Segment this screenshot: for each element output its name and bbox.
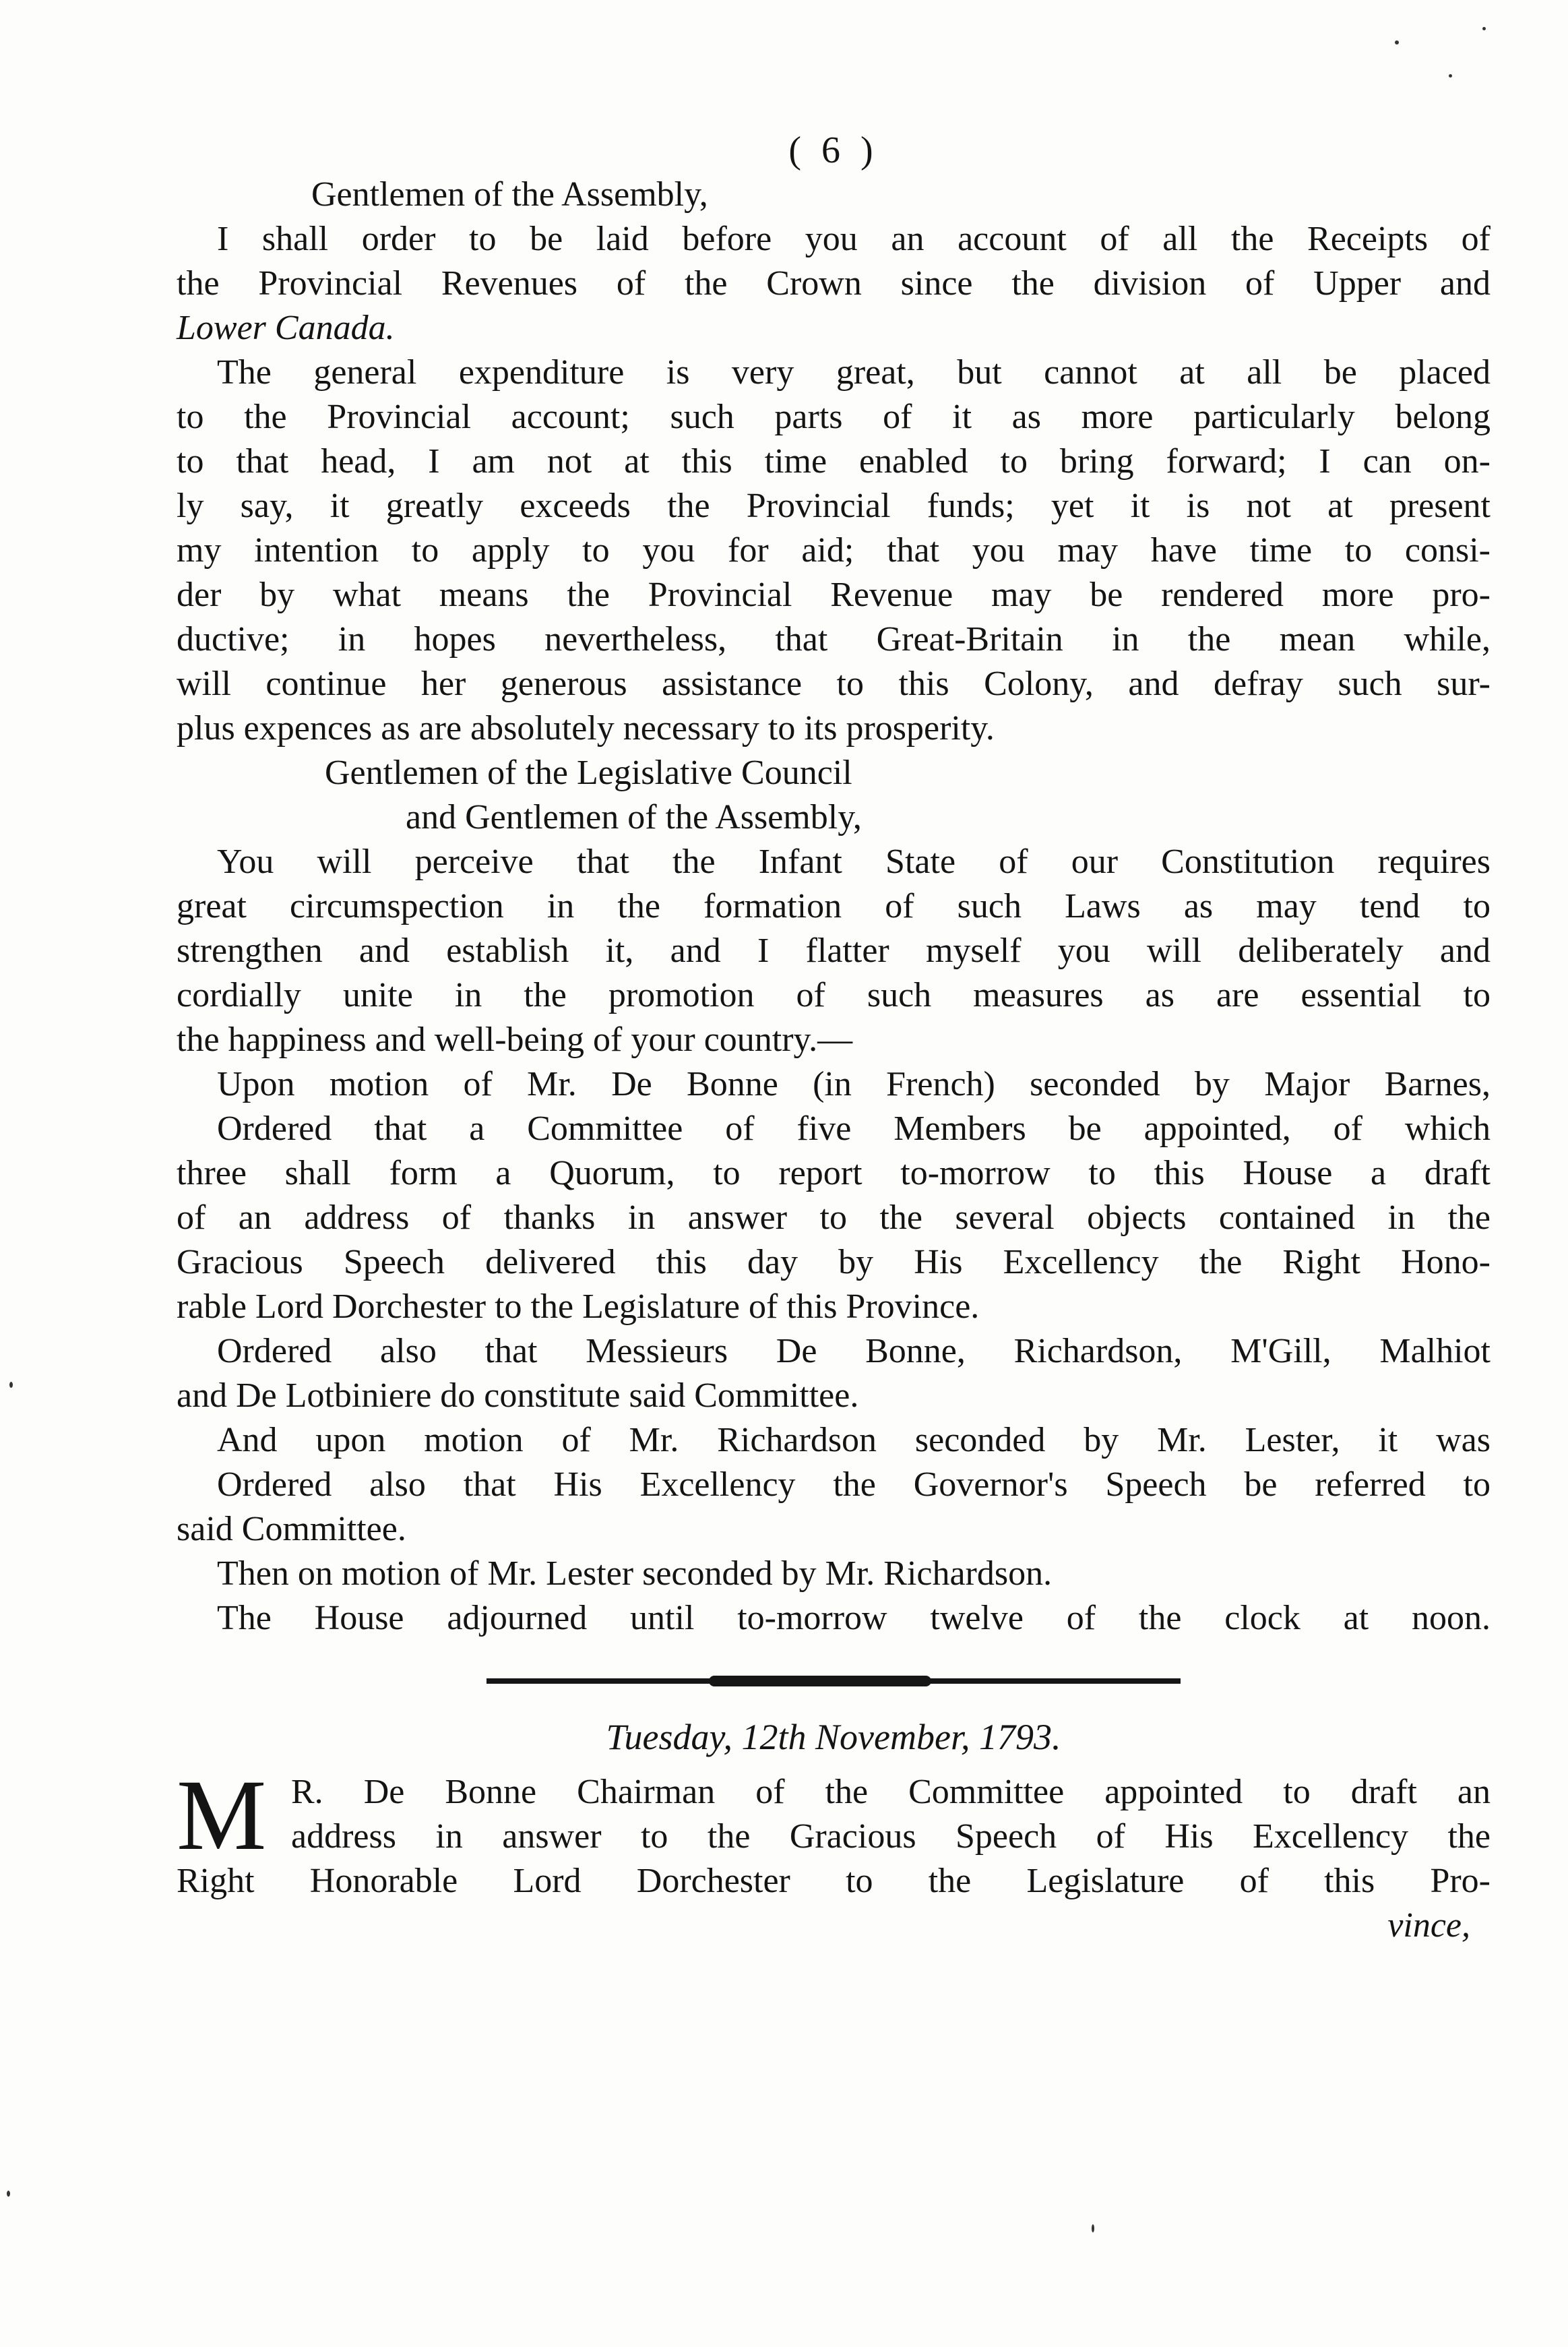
scan-speck [1482,27,1486,30]
paragraph-constitution [177,840,1491,1062]
text-line: And upon motion of Mr. Richardson seconded by Mr. Lester, it was [217,1421,1491,1459]
text-line: said Committee. [177,1510,406,1548]
page-number: ( 6 ) [788,129,879,171]
salutation-council: Gentlemen of the Legislative Council [325,754,852,792]
scan-speck [1395,40,1399,44]
paragraph-receipts [177,217,1491,350]
text-line: The general expenditure is very great, but cannot at all be placed [217,353,1491,392]
text-line: Ordered also that His Excellency the Governor's Speech be referred to [217,1465,1491,1504]
drop-cap: M [177,1759,267,1871]
text-line: to the Provincial account; such parts of it as more particularly belong [177,398,1491,436]
section-divider [487,1676,1181,1686]
text-line: address in answer to the Gracious Speech of His Excellency the [291,1817,1491,1856]
text-line: my intention to apply to you for aid; that you may have time to consi- [177,531,1491,570]
text-line: Gracious Speech delivered this day by His Excellency the Right Hono- [177,1243,1491,1281]
text-line: Right Honorable Lord Dorchester to the Legislature of this Pro- [177,1862,1491,1900]
paragraph-richardson [177,1418,1491,1552]
text-line: great circumspection in the formation of such Laws as may tend to [177,887,1491,925]
text-line: ly say, it greatly exceeds the Provincial funds; yet it is not at present [177,487,1491,525]
salutation-assembly: Gentlemen of the Assembly, [311,175,708,214]
scan-speck [7,2191,10,2197]
text-line: R. De Bonne Chairman of the Committee appointed to draft an [291,1773,1491,1811]
text-line: I shall order to be laid before you an account of all the Receipts of [217,220,1491,258]
paragraph-lester: Then on motion of Mr. Lester seconded by Mr. Richardson. [217,1554,1053,1593]
text-line: Ordered also that Messieurs De Bonne, Richardson, M'Gill, Malhiot [217,1332,1491,1370]
text-line: cordially unite in the promotion of such measures as are essential to [177,976,1491,1014]
salutation-council-continued: and Gentlemen of the Assembly, [406,798,862,836]
text-line: Ordered that a Committee of five Members be appointed, of which [217,1109,1491,1148]
text-line: plus expences as are absolutely necessary to its prosperity. [177,709,995,748]
scan-speck [1449,74,1452,78]
scan-speck [1092,2224,1094,2232]
paragraph-ordered-also [177,1329,1491,1418]
text-line: will continue her generous assistance to this Colony, and defray such sur- [177,665,1491,703]
text-line: the Provincial Revenues of the Crown since the division of Upper and [177,264,1491,303]
text-line: You will perceive that the Infant State of our Constitution requires [217,843,1491,881]
text-line: rable Lord Dorchester to the Legislature of this Province. [177,1287,980,1326]
text-line: to that head, I am not at this time enabled to bring forward; I can on- [177,442,1491,481]
text-column [177,128,1491,1948]
dateline: Tuesday, 12th November, 1793. [606,1717,1061,1757]
text-line: and De Lotbiniere do constitute said Committee. [177,1376,859,1415]
paragraph-expenditure [177,350,1491,751]
text-line: of an address of thanks in answer to the several objects contained in the [177,1198,1491,1237]
catchword: vince, [1387,1906,1470,1945]
paragraph-adjourned: The House adjourned until to-morrow twelve of the clock at noon. [217,1599,1491,1637]
text-line: three shall form a Quorum, to report to-morrow to this House a draft [177,1154,1491,1192]
text-line: the happiness and well-being of your country.— [177,1020,853,1059]
text-line: strengthen and establish it, and I flatter myself you will deliberately and [177,932,1491,970]
text-line: Upon motion of Mr. De Bonne (in French) seconded by Major Barnes, [217,1065,1491,1103]
text-line: ductive; in hopes nevertheless, that Great-Britain in the mean while, [177,620,1491,659]
text-line: Lower Canada. [177,309,395,347]
paragraph-motion [177,1062,1491,1329]
text-line: der by what means the Provincial Revenue may be rendered more pro- [177,576,1491,614]
scan-speck [9,1382,13,1388]
paragraph-final [177,1759,1491,1903]
